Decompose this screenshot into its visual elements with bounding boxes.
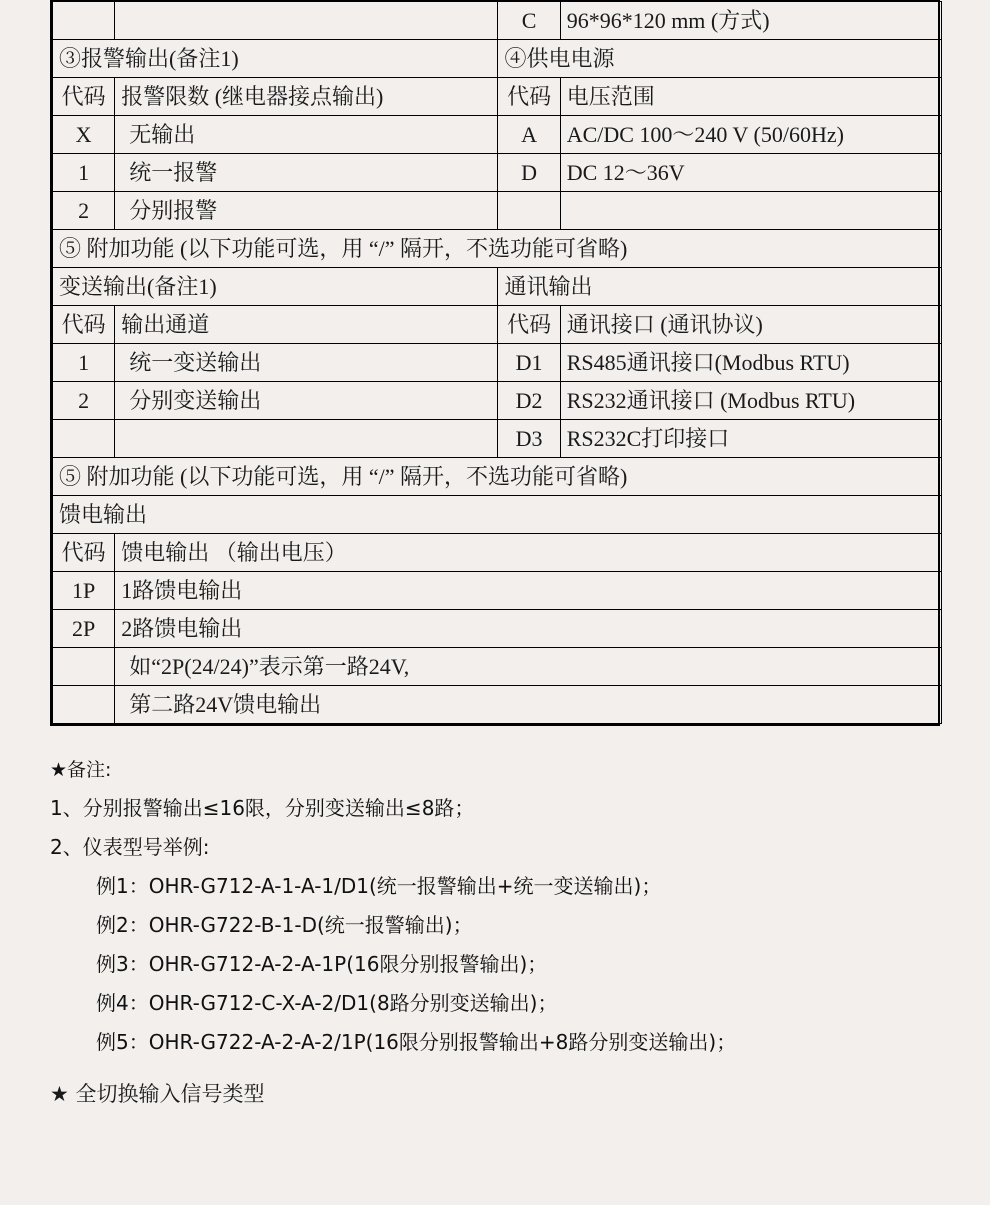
cell-empty-1 bbox=[53, 2, 115, 40]
alarm-desc: 统一报警 bbox=[115, 154, 498, 192]
notes-section bbox=[50, 752, 940, 1062]
section4-title: ④供电电源 bbox=[498, 40, 942, 78]
transmit-code-empty bbox=[53, 420, 115, 458]
section5a-banner: ⑤ 附加功能 (以下功能可选，用 “/” 隔开，不选功能可省略) bbox=[53, 230, 942, 268]
alarm-code: 2 bbox=[53, 192, 115, 230]
power-desc: DC 12～36V bbox=[560, 154, 941, 192]
table-row bbox=[53, 534, 942, 572]
comm-desc: RS485通讯接口(Modbus RTU) bbox=[560, 344, 941, 382]
alarm-code: X bbox=[53, 116, 115, 154]
transmit-header-code: 代码 bbox=[53, 306, 115, 344]
example-5: 例5：OHR-G722-A-2-A-2/1P(16限分别报警输出+8路分别变送输出)； bbox=[96, 1030, 737, 1055]
feed-note: 如“2P(24/24)”表示第一路24V, bbox=[115, 648, 942, 686]
dimension-code: C bbox=[498, 2, 560, 40]
example-3: 例3：OHR-G712-A-2-A-1P(16限分别报警输出)； bbox=[96, 952, 548, 977]
example-4: 例4：OHR-G712-C-X-A-2/D1(8路分别变送输出)； bbox=[96, 991, 558, 1016]
table-row bbox=[53, 458, 942, 496]
transmit-header-desc: 输出通道 bbox=[115, 306, 498, 344]
power-desc-empty bbox=[560, 192, 941, 230]
table-row bbox=[53, 2, 942, 40]
alarm-code: 1 bbox=[53, 154, 115, 192]
feed-code-empty bbox=[53, 686, 115, 724]
table-row bbox=[53, 306, 942, 344]
transmit-desc-empty bbox=[115, 420, 498, 458]
power-code: A bbox=[498, 116, 560, 154]
transmit-desc: 分别变送输出 bbox=[115, 382, 498, 420]
power-desc: AC/DC 100～240 V (50/60Hz) bbox=[560, 116, 941, 154]
power-code-empty bbox=[498, 192, 560, 230]
transmit-code: 1 bbox=[53, 344, 115, 382]
spec-table-container bbox=[50, 0, 940, 726]
cell-empty-2 bbox=[115, 2, 498, 40]
table-row bbox=[53, 610, 942, 648]
feed-code: 2P bbox=[53, 610, 115, 648]
comm-code: D3 bbox=[498, 420, 560, 458]
feed-header-desc: 馈电输出 （输出电压） bbox=[115, 534, 942, 572]
transmit-code: 2 bbox=[53, 382, 115, 420]
feed-desc: 1路馈电输出 bbox=[115, 572, 942, 610]
table-row bbox=[53, 420, 942, 458]
comm-code: D1 bbox=[498, 344, 560, 382]
power-code: D bbox=[498, 154, 560, 192]
section3-header-desc: 报警限数 (继电器接点输出) bbox=[115, 78, 498, 116]
section4-header-desc: 电压范围 bbox=[560, 78, 941, 116]
feed-note: 第二路24V馈电输出 bbox=[115, 686, 942, 724]
spec-table bbox=[52, 1, 942, 724]
example-1: 例1：OHR-G712-A-1-A-1/D1(统一报警输出+统一变送输出)； bbox=[96, 874, 662, 899]
table-row bbox=[53, 268, 942, 306]
section5b-banner: ⑤ 附加功能 (以下功能可选，用 “/” 隔开，不选功能可省略) bbox=[53, 458, 942, 496]
transmit-desc: 统一变送输出 bbox=[115, 344, 498, 382]
signal-type-heading: ★ 全切换输入信号类型 bbox=[50, 1082, 265, 1107]
table-row bbox=[53, 572, 942, 610]
notes-title: ★备注: bbox=[50, 759, 112, 781]
notes-item-1: 1、分别报警输出≤16限，分别变送输出≤8路； bbox=[50, 796, 475, 821]
comm-desc: RS232C打印接口 bbox=[560, 420, 941, 458]
comm-header-desc: 通讯接口 (通讯协议) bbox=[560, 306, 941, 344]
section3-title: ③报警输出(备注1) bbox=[53, 40, 498, 78]
table-row bbox=[53, 382, 942, 420]
feed-code-empty bbox=[53, 648, 115, 686]
dimension-desc: 96*96*120 mm (方式) bbox=[560, 2, 941, 40]
table-row bbox=[53, 686, 942, 724]
notes-item-2: 2、仪表型号举例: bbox=[50, 835, 210, 860]
table-row bbox=[53, 344, 942, 382]
comm-desc: RS232通讯接口 (Modbus RTU) bbox=[560, 382, 941, 420]
comm-code: D2 bbox=[498, 382, 560, 420]
alarm-desc: 无输出 bbox=[115, 116, 498, 154]
table-row bbox=[53, 116, 942, 154]
table-row bbox=[53, 40, 942, 78]
feed-desc: 2路馈电输出 bbox=[115, 610, 942, 648]
table-row bbox=[53, 648, 942, 686]
table-row bbox=[53, 230, 942, 268]
comm-header-code: 代码 bbox=[498, 306, 560, 344]
example-2: 例2：OHR-G722-B-1-D(统一报警输出)； bbox=[96, 913, 473, 938]
feed-output-title: 馈电输出 bbox=[53, 496, 942, 534]
section4-header-code: 代码 bbox=[498, 78, 560, 116]
table-row bbox=[53, 154, 942, 192]
table-row bbox=[53, 192, 942, 230]
feed-code: 1P bbox=[53, 572, 115, 610]
alarm-desc: 分别报警 bbox=[115, 192, 498, 230]
table-row bbox=[53, 78, 942, 116]
section3-header-code: 代码 bbox=[53, 78, 115, 116]
comm-output-title: 通讯输出 bbox=[498, 268, 942, 306]
feed-header-code: 代码 bbox=[53, 534, 115, 572]
table-row bbox=[53, 496, 942, 534]
transmit-output-title: 变送输出(备注1) bbox=[53, 268, 498, 306]
